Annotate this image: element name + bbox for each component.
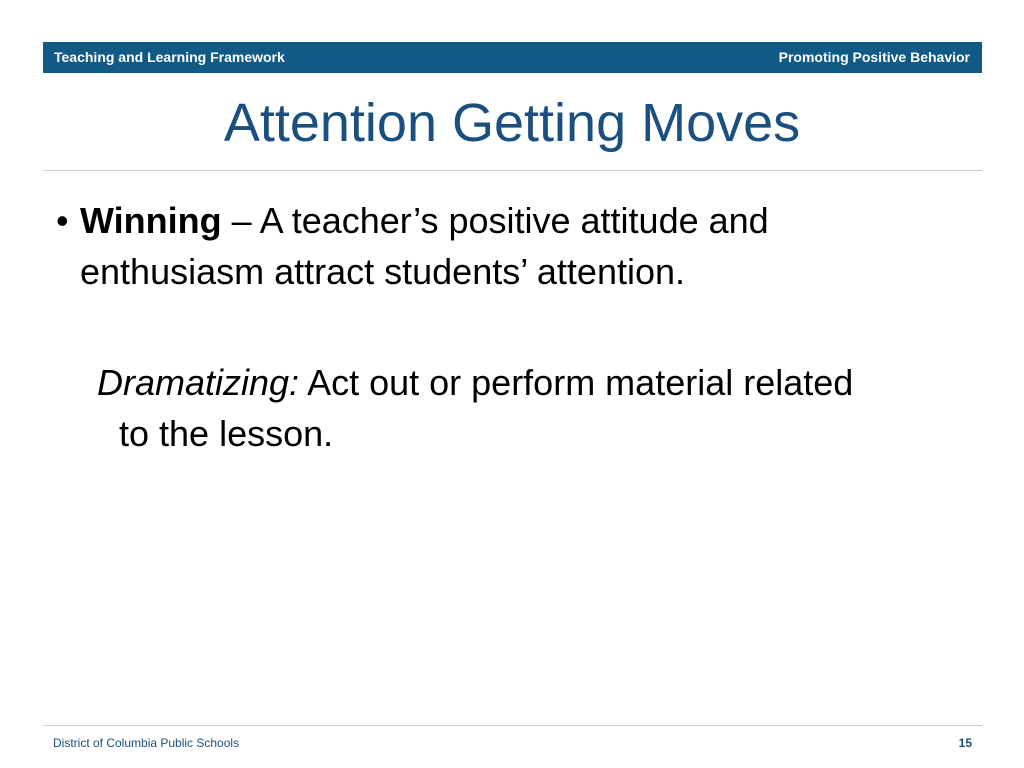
bullet-marker: • [56, 200, 69, 241]
header-framework-label: Teaching and Learning Framework [54, 49, 285, 65]
footer-organization: District of Columbia Public Schools [53, 736, 240, 750]
footer-page-number: 15 [958, 736, 972, 750]
footer-divider [43, 725, 982, 726]
bullet-description: – A teacher’s positive attitude and enthusiasm attract students’ attention. [80, 200, 769, 292]
bullet-content [56, 195, 936, 297]
sub-item [97, 357, 957, 459]
title-divider [43, 170, 982, 171]
sub-item-description: Act out or perform material related [299, 362, 854, 403]
sub-item-line-1 [97, 357, 957, 408]
bullet-term: Winning [80, 200, 222, 241]
header-topic-label: Promoting Positive Behavior [778, 49, 970, 65]
header-bar [43, 42, 982, 73]
slide-title: Attention Getting Moves [223, 93, 801, 153]
bullet-item [56, 195, 936, 297]
sub-item-term: Dramatizing: [97, 362, 300, 403]
sub-item-line-2: to the lesson. [119, 413, 334, 454]
